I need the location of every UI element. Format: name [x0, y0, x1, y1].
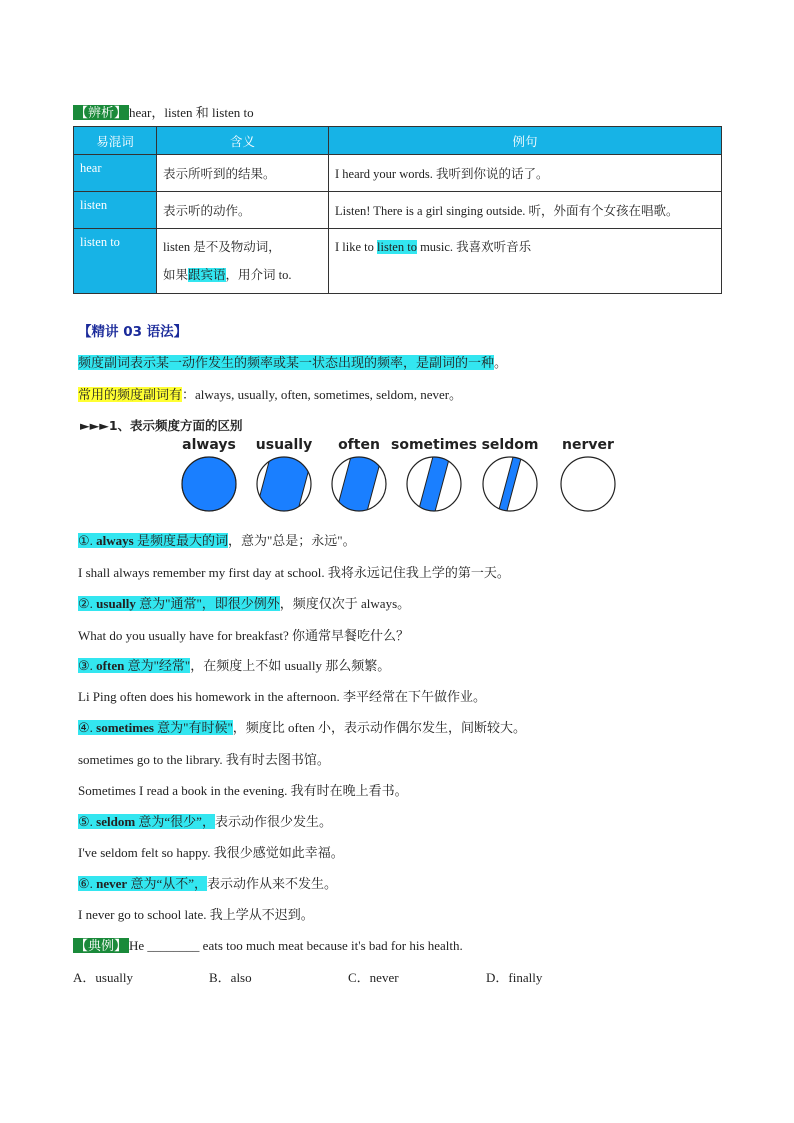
- text: 意为"经常": [124, 658, 191, 673]
- table-cell-example: [329, 229, 722, 294]
- text: 意为“很少”，: [135, 814, 215, 829]
- text: 。: [494, 355, 508, 370]
- text: ：always, usually, often, sometimes, seldom, never。: [182, 387, 463, 402]
- example-sentence: What do you usually have for breakfast? 你通常早餐吃什么？: [78, 628, 410, 643]
- example-sentence: sometimes go to the library. 我有时去图书馆。: [78, 752, 330, 767]
- item-word: often: [96, 658, 125, 673]
- option-a: A．usually: [73, 970, 133, 985]
- circle-label-often: often: [338, 437, 380, 453]
- frequency-fill-usually: [255, 443, 313, 518]
- item-word: never: [96, 876, 128, 891]
- table-cell-meaning: 表示所听到的结果。: [157, 155, 329, 192]
- table-cell-example: Listen! There is a girl singing outside. 听，外面有个女孩在唱歌。: [329, 192, 722, 229]
- example-question: [73, 935, 463, 954]
- text: 意为"有时候": [153, 720, 233, 735]
- text: 如果: [163, 268, 189, 282]
- item-word: seldom: [96, 814, 136, 829]
- table-row: [74, 229, 722, 294]
- frequency-diagram: [170, 434, 630, 518]
- text: 表示动作从来不发生。: [207, 876, 338, 891]
- table-header-row: [74, 127, 722, 155]
- meaning-line: [163, 261, 322, 289]
- table-row: [74, 155, 722, 192]
- circle-label-nerver: nerver: [562, 437, 614, 453]
- item-line-often: [78, 655, 390, 674]
- circle-label-always: always: [182, 437, 236, 453]
- highlight: [78, 876, 207, 891]
- text: ，频度比 often 小，表示动作偶尔发生，间断较大。: [232, 720, 527, 735]
- circle-label-usually: usually: [255, 437, 313, 453]
- table-cell-word: listen: [74, 192, 157, 229]
- item-line-usually: [78, 593, 410, 612]
- intro-line: [78, 384, 462, 403]
- table-cell-word: listen to: [74, 229, 157, 294]
- option-b: B．also: [209, 970, 252, 985]
- highlight: 常用的频度副词有: [78, 387, 183, 402]
- intro-line: [78, 352, 507, 371]
- question-text: He ________ eats too much meat because it's bad for his health.: [129, 938, 463, 953]
- item-num: ⑤.: [78, 814, 97, 829]
- circle-label-seldom: seldom: [481, 437, 539, 453]
- table-cell-word: hear: [74, 155, 157, 192]
- table-row: [74, 192, 722, 229]
- table-cell-meaning: [157, 229, 329, 294]
- frequency-fill-often: [335, 444, 383, 518]
- item-word: sometimes: [96, 720, 154, 735]
- item-num: ②.: [78, 596, 97, 611]
- item-line-seldom: [78, 811, 332, 830]
- highlight: 跟宾语: [188, 268, 226, 282]
- text: ，频度仅次于 always。: [279, 596, 411, 611]
- item-num: ④.: [78, 720, 97, 735]
- analysis-heading: [73, 102, 254, 121]
- text: ，意为"总是；永远"。: [227, 533, 356, 548]
- text: ，在频度上不如 usually 那么频繁。: [190, 658, 391, 673]
- frequency-circle-nerver: [561, 457, 615, 511]
- example-sentence: Li Ping often does his homework in the afternoon. 李平经常在下午做作业。: [78, 689, 487, 704]
- highlight: [78, 533, 228, 548]
- circle-label-sometimes: sometimes: [391, 437, 477, 453]
- table-cell-example: I heard your words. 我听到你说的话了。: [329, 155, 722, 192]
- example-sentence: I never go to school late. 我上学从不迟到。: [78, 907, 314, 922]
- highlight: [78, 658, 190, 673]
- item-num: ⑥.: [78, 876, 97, 891]
- option-c: C．never: [348, 970, 399, 985]
- section-title: 【精讲 03 语法】: [78, 324, 188, 340]
- item-line-sometimes: [78, 717, 526, 736]
- comparison-table: [73, 126, 722, 294]
- item-word: always: [96, 533, 134, 548]
- item-line-always: [78, 530, 356, 549]
- text: ，用介词 to.: [225, 268, 292, 282]
- sub-heading: ►►►1、表示频度方面的区别: [80, 418, 243, 433]
- example-sentence: Sometimes I read a book in the evening. 我有时在晚上看书。: [78, 783, 408, 798]
- highlight: [78, 814, 215, 829]
- table-header: 易混词: [74, 127, 157, 155]
- table-header: 含义: [157, 127, 329, 155]
- text: I like to: [335, 240, 378, 254]
- item-num: ①.: [78, 533, 97, 548]
- item-word: usually: [96, 596, 136, 611]
- text: 意为"通常"，即很少例外: [135, 596, 280, 611]
- text: 表示动作很少发生。: [214, 814, 332, 829]
- analysis-tag: 【辨析】: [75, 105, 128, 120]
- text: 是频度最大的词: [133, 533, 228, 548]
- example-tag: 【典例】: [75, 938, 128, 953]
- text: music. 我喜欢听音乐: [416, 240, 532, 254]
- example-sentence: I've seldom felt so happy. 我很少感觉如此幸福。: [78, 845, 344, 860]
- highlight: [78, 720, 233, 735]
- text: 意为“从不”，: [127, 876, 207, 891]
- highlight: 频度副词表示某一动作发生的频率或某一状态出现的频率，是副词的一种: [78, 355, 495, 370]
- table-header: 例句: [329, 127, 722, 155]
- frequency-fill-seldom: [497, 447, 524, 518]
- item-num: ③.: [78, 658, 97, 673]
- table-cell-meaning: 表示听的动作。: [157, 192, 329, 229]
- analysis-title: hear，listen 和 listen to: [129, 105, 254, 120]
- highlight: [78, 596, 280, 611]
- meaning-line: listen 是不及物动词，: [163, 240, 281, 254]
- option-d: D．finally: [486, 970, 543, 985]
- highlight: listen to: [377, 240, 417, 254]
- item-line-never: [78, 873, 337, 892]
- example-sentence: I shall always remember my first day at school. 我将永远记住我上学的第一天。: [78, 565, 510, 580]
